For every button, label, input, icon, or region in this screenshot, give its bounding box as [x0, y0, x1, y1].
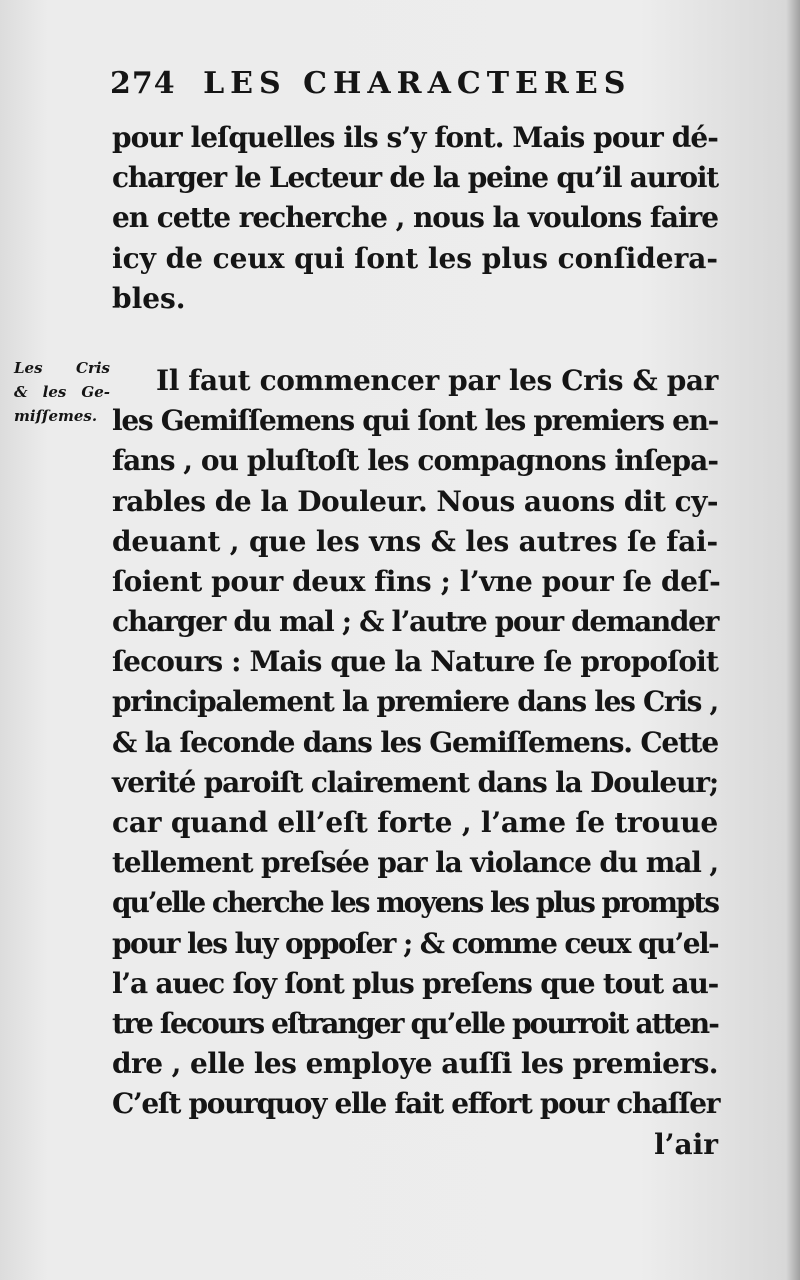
page-edge-shadow: [786, 0, 800, 1280]
text-line: car quand ell’eſt forte , l’ame ſe trouue: [112, 806, 718, 839]
text-line: rables de la Douleur. Nous auons dit cy-: [112, 484, 718, 518]
margin-note: [14, 356, 110, 428]
margin-note-line: Les Cris: [14, 359, 110, 377]
margin-note-line: miſſemes.: [14, 407, 98, 425]
running-head: [110, 66, 710, 110]
text-line: pour les luy oppoſer ; & comme ceux qu’el-: [112, 926, 718, 960]
text-line: bles.: [112, 281, 186, 315]
catchword: l’air: [654, 1127, 718, 1161]
text-line: ſecours : Mais que la Nature ſe propoſoit: [112, 645, 718, 679]
paragraph-1: [112, 118, 718, 319]
text-line: en cette recherche , nous la voulons faire: [112, 201, 718, 235]
text-line: les Gemiſſemens qui ſont les premiers en-: [112, 404, 718, 438]
text-line: icy de ceux qui ſont les plus conſidera-: [112, 241, 718, 275]
text-line: & la ſeconde dans les Gemiſſemens. Cette: [112, 725, 718, 759]
text-line: deuant , que les vns & les autres ſe fai-: [112, 524, 718, 558]
text-line: charger du mal ; & l’autre pour demander: [112, 605, 718, 639]
text-line: charger le Lecteur de la peine qu’il auroit: [112, 161, 718, 195]
page-number: 274: [110, 66, 176, 101]
text-line: l’a auec ſoy ſont plus preſens que tout au-: [112, 966, 719, 1000]
running-title: LES CHARACTERES: [203, 66, 632, 101]
text-line: Il faut commencer par les Cris & par: [156, 363, 718, 397]
text-line: qu’elle cherche les moyens les plus prompts: [112, 886, 718, 920]
text-line: pour leſquelles ils s’y font. Mais pour dé-: [112, 121, 718, 154]
margin-note-line: & les Ge-: [14, 383, 110, 401]
text-line: principalement la premiere dans les Cris ,: [112, 685, 718, 719]
body-text: [112, 118, 721, 1165]
text-line: dre , elle les employe auſſi les premiers.: [112, 1047, 718, 1081]
text-line: tellement preſsée par la violance du mal ,: [112, 846, 718, 880]
text-line: fans , ou pluſtoſt les compagnons inſepa-: [112, 444, 718, 478]
paragraph-gap: [112, 319, 718, 361]
paragraph-2: [112, 361, 721, 1165]
text-line: ſoient pour deux fins ; l’vne pour ſe deſ-: [112, 564, 721, 598]
text-line: tre ſecours eſtranger qu’elle pourroit atten-: [112, 1006, 718, 1040]
text-line: verité paroiſt clairement dans la Douleur;: [112, 765, 718, 799]
text-line: C’eſt pourquoy elle fait effort pour chaſſer: [112, 1087, 720, 1121]
